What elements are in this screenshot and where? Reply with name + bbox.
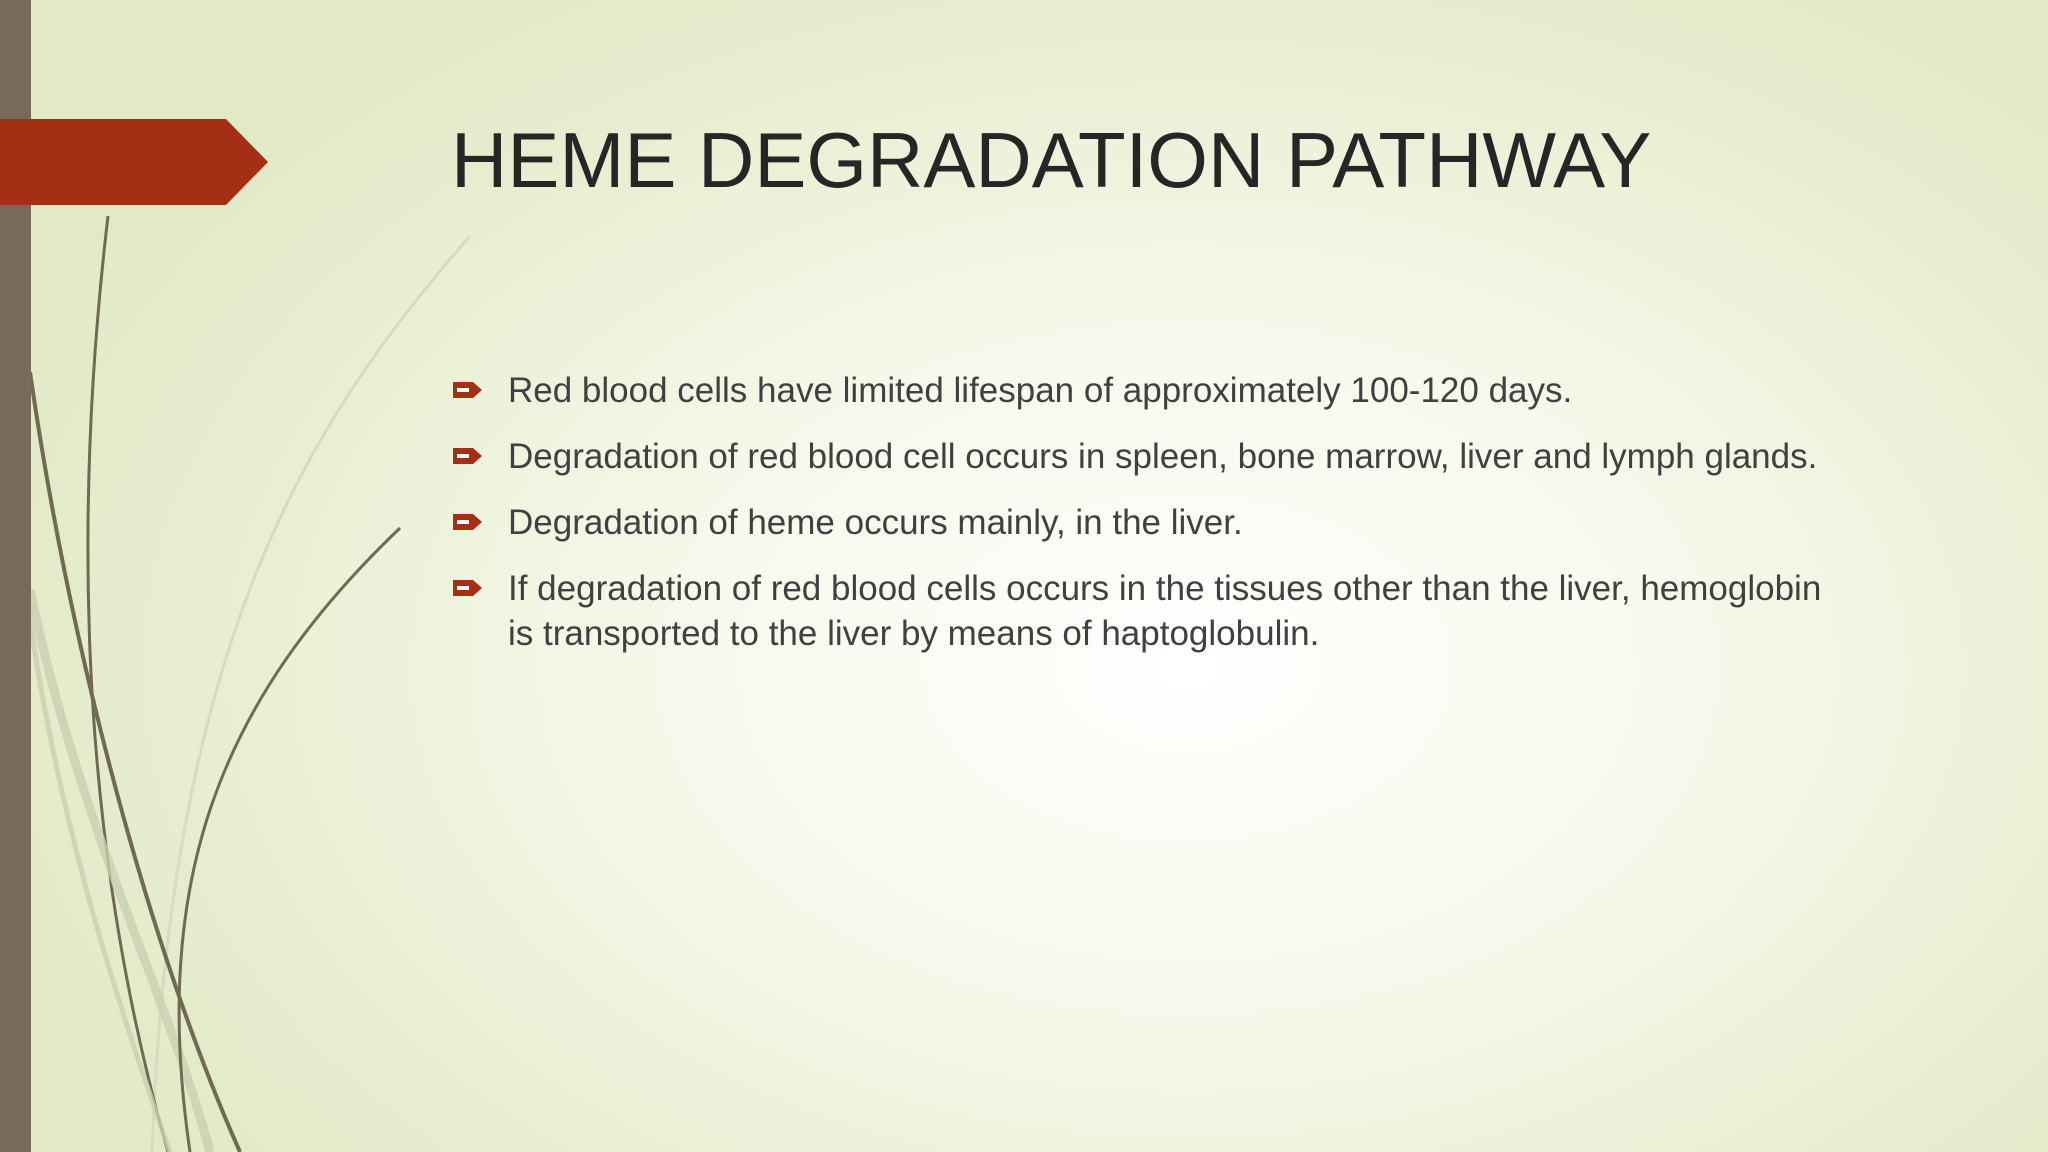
list-item: [450, 566, 1850, 656]
list-item: [450, 500, 1850, 545]
bullet-list: [450, 368, 1850, 677]
bullet-text: Red blood cells have limited lifespan of approximately 100-120 days.: [508, 371, 1573, 410]
arrow-tag-bullet-icon: [453, 447, 483, 465]
arrow-tag-bullet-icon: [453, 513, 483, 531]
bullet-text: If degradation of red blood cells occurs in the tissues other than the liver, hemoglobin is transported to the liver by means of haptoglobulin.: [508, 569, 1822, 653]
title-arrow-flag: [0, 119, 270, 205]
list-item: [450, 368, 1850, 413]
list-item: [450, 434, 1850, 479]
arrow-tag-bullet-icon: [453, 579, 483, 597]
bullet-text: Degradation of red blood cell occurs in spleen, bone marrow, liver and lymph glands.: [508, 437, 1818, 476]
slide-title: HEME DEGRADATION PATHWAY: [451, 116, 1652, 204]
arrow-tag-bullet-icon: [453, 381, 483, 399]
bullet-text: Degradation of heme occurs mainly, in the liver.: [508, 503, 1243, 542]
